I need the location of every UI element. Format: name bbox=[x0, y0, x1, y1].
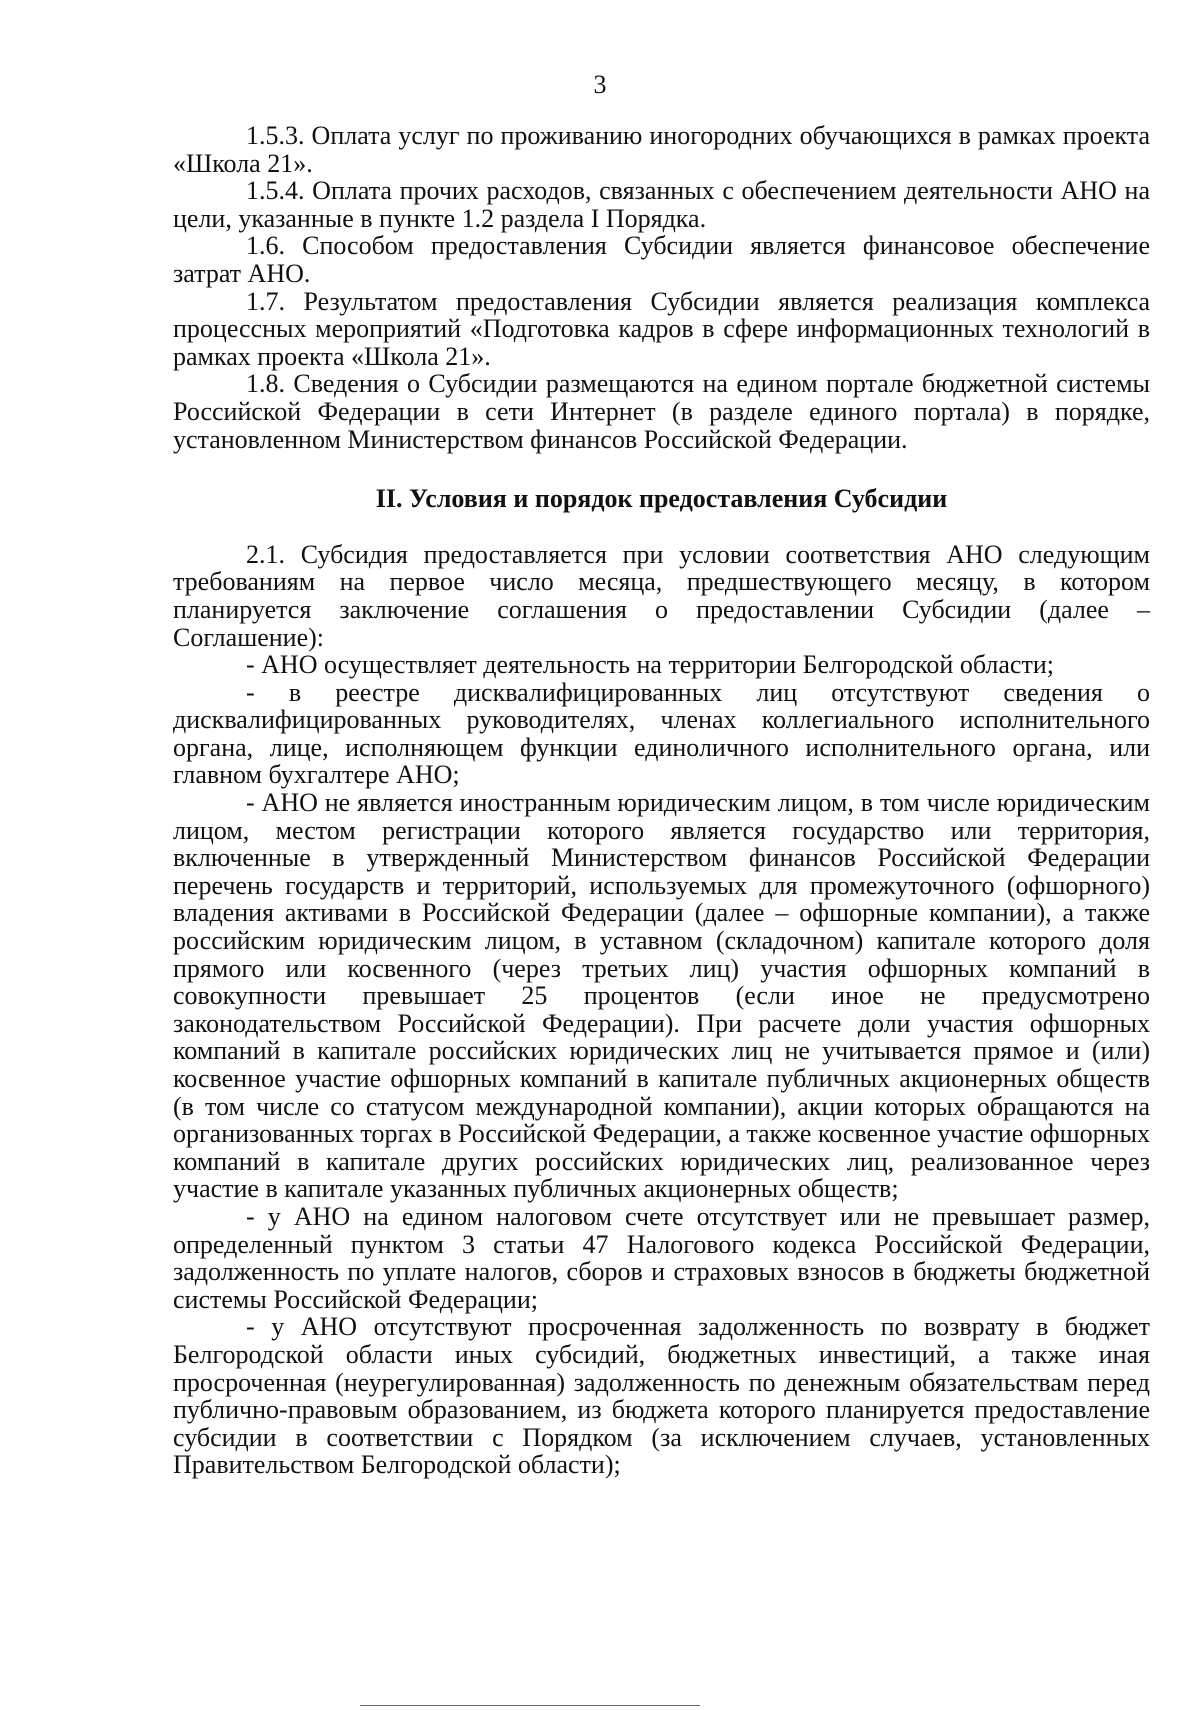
requirement-item: - у АНО на едином налоговом счете отсутствует или не превышает размер, определенный пунктом 3 статьи 47 Налогового кодекса Российской Федерации, задолженность по уплате налогов, сборов и страховых взносов в бюджеты бюджетной системы Российской Федерации; bbox=[173, 1201, 1150, 1314]
requirement-item: - в реестре дисквалифицированных лиц отсутствуют сведения о дисквалифицированных руководителях, членах коллегиального исполнительного органа, лице, исполняющем функции единоличного исполнительного органа, или главном бухгалтере АНО; bbox=[173, 677, 1150, 790]
requirement-item: - АНО осуществляет деятельность на территории Белгородской области; bbox=[246, 650, 1054, 680]
footer-divider bbox=[360, 1705, 700, 1706]
paragraph-2-1: 2.1. Субсидия предоставляется при условии соответствия АНО следующим требованиям на первое число месяца, предшествующего месяцу, в котором планируется заключение соглашения о предоставлении Субсидии (далее – Соглашение): bbox=[173, 539, 1150, 652]
paragraph-1-7: 1.7. Результатом предоставления Субсидии является реализация комплекса процессных мероприятий «Подготовка кадров в сфере информационных технологий в рамках проекта «Школа 21». bbox=[173, 286, 1150, 371]
document-body bbox=[173, 122, 1150, 1479]
paragraph-1-6: 1.6. Способом предоставления Субсидии является финансовое обеспечение затрат АНО. bbox=[173, 231, 1150, 288]
requirement-item: - АНО не является иностранным юридическим лицом, в том числе юридическим лицом, местом регистрации которого является государство или территория, включенные в утвержденный Министерством финансов Российской Федерации перечень государств и территорий, используемых для промежуточного (офшорного) владения активами в Российской Федерации (далее – офшорные компании), а также российским юридическим лицом, в уставном (складочном) капитале которого доля прямого или косвенного (через третьих лиц) участия офшорных компаний в совокупности превышает 25 процентов (если иное не предусмотрено законодательством Российской Федерации). При расчете доли участия офшорных компаний в капитале российских юридических лиц не учитывается прямое и (или) косвенное участие офшорных компаний в капитале публичных акционерных обществ (в том числе со статусом международной компании), акции которых обращаются на организованных торгах в Российской Федерации, а также косвенное участие офшорных компаний в капитале других российских юридических лиц, реализованное через участие в капитале указанных публичных акционерных обществ; bbox=[173, 788, 1150, 1204]
page-number: 3 bbox=[593, 70, 607, 99]
requirement-item: - у АНО отсутствуют просроченная задолженность по возврату в бюджет Белгородской области иных субсидий, бюджетных инвестиций, а также иная просроченная (неурегулированная) задолженность по денежным обязательствам перед публично-правовым образованием, из бюджета которого планируется предоставление субсидии в соответствии с Порядком (за исключением случаев, установленных Правительством Белгородской области); bbox=[173, 1312, 1150, 1480]
section-heading: II. Условия и порядок предоставления Субсидии bbox=[375, 484, 948, 514]
paragraph-1-5-3: 1.5.3. Оплата услуг по проживанию иногородних обучающихся в рамках проекта «Школа 21». bbox=[173, 121, 1150, 178]
paragraph-1-8: 1.8. Сведения о Субсидии размещаются на едином портале бюджетной системы Российской Федерации в сети Интернет (в разделе единого портала) в порядке, установленном Министерством финансов Российской Федерации. bbox=[173, 369, 1150, 454]
paragraph-1-5-4: 1.5.4. Оплата прочих расходов, связанных с обеспечением деятельности АНО на цели, указанные в пункте 1.2 раздела I Порядка. bbox=[173, 176, 1150, 233]
